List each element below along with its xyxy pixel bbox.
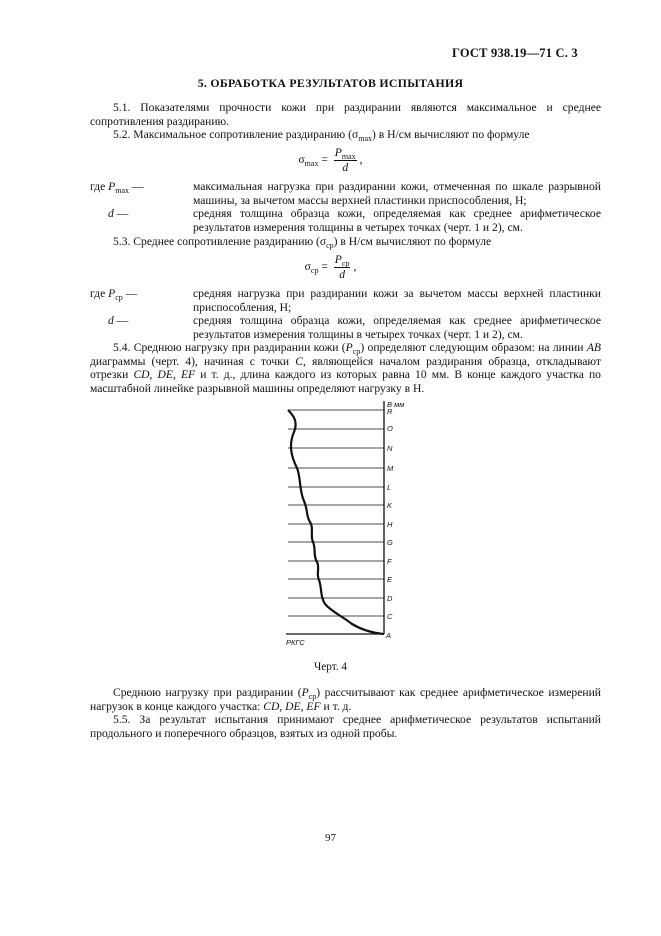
page-number: 97 (325, 832, 336, 844)
diagram-curve (288, 410, 384, 634)
diagram-gridlines (288, 410, 384, 616)
section-title: 5. ОБРАБОТКА РЕЗУЛЬТАТОВ ИСПЫТАНИЯ (197, 76, 464, 90)
formula-sigma-avg: $\sigma_{ср}$ = $\frac{P_{ср}}{d}$ , (304, 253, 357, 281)
paragraph-5-1: 5.1. Показателями прочности кожи при раздирании являются максимальное и среднее сопротивления раздиранию. (90, 101, 601, 128)
diagram-point-label: M (387, 464, 394, 473)
paragraph-5-3: 5.3. Среднее сопротивление раздиранию $(\sigma_{ср})$ в Н/см вычисляют по формуле (113, 235, 492, 250)
diagram-point-label: E (387, 575, 393, 584)
diagram-point-label: K (387, 501, 393, 510)
diagram-point-label: O (387, 424, 393, 433)
diagram-point-label: H (387, 520, 393, 529)
diagram-point-label: C (387, 612, 393, 621)
diagram-point-label: N (387, 444, 393, 453)
definition-p-max: где $P_{max}$ — максимальная нагрузка при раздирании кожи, отмеченная по шкале разрывной машины, за вычетом массы верхней пластинки приспособления, Н; (90, 180, 601, 207)
diagram-point-label: A (386, 631, 392, 640)
diagram-point-label: G (387, 538, 393, 547)
formula-sigma-max: $\sigma_{max}$ = $\frac{P_{max}}{d}$ , (298, 146, 363, 174)
diagram-point-label: D (387, 594, 393, 603)
definition-d-1: d — средняя толщина образца кожи, определяемая как среднее арифметическое результатов измерения толщины в четырех точках (черт. 1 и 2), см. (108, 207, 601, 234)
diagram-point-label: F (387, 557, 392, 566)
definition-d-2: d — средняя толщина образца кожи, определяемая как среднее арифметическое результатов измерения толщины в четырех точках (черт. 1 и 2), см. (108, 314, 601, 341)
diagram-point-label: R (387, 407, 393, 416)
page-header: ГОСТ 938.19—71 С. 3 (452, 46, 578, 60)
diagram-label-bottom: РКГС (286, 638, 305, 647)
paragraph-5-5: 5.5. За результат испытания принимают среднее арифметическое результатов испытаний продольного и поперечного образцов, взятых из одной пробы. (90, 713, 601, 740)
definition-p-avg: где $P_{ср}$ — средняя нагрузка при раздирании кожи за вычетом массы верхней пластинки приспособления, Н; (90, 287, 601, 314)
paragraph-5-4: 5.4. Среднюю нагрузку при раздирании кожи $(P_{ср})$ определяют следующим образом: на линии AB диаграммы (черт. 4), начиная с точки C, являющейся началом раздирания образца, откладывают отрезки CD, DE, EF и т. д., длина каждого из которых равна 10 мм. В конце каждого участка по масштабной линейке разрывной машины определяют нагрузку в Н. (90, 341, 601, 395)
figure-caption: Черт. 4 (314, 661, 347, 673)
paragraph-average-load: Среднюю нагрузку при раздирании $(P_{ср})$ рассчитывают как среднее арифметическое измерений нагрузок в конце каждого участка: CD, DE, EF и т. д. (90, 686, 601, 713)
diagram-chart-4 (280, 398, 405, 650)
paragraph-5-2: 5.2. Максимальное сопротивление раздиранию $(\sigma_{max})$ в Н/см вычисляют по формуле (113, 128, 530, 143)
diagram-label-top: В мм (387, 400, 405, 409)
diagram-point-label: L (387, 483, 392, 492)
